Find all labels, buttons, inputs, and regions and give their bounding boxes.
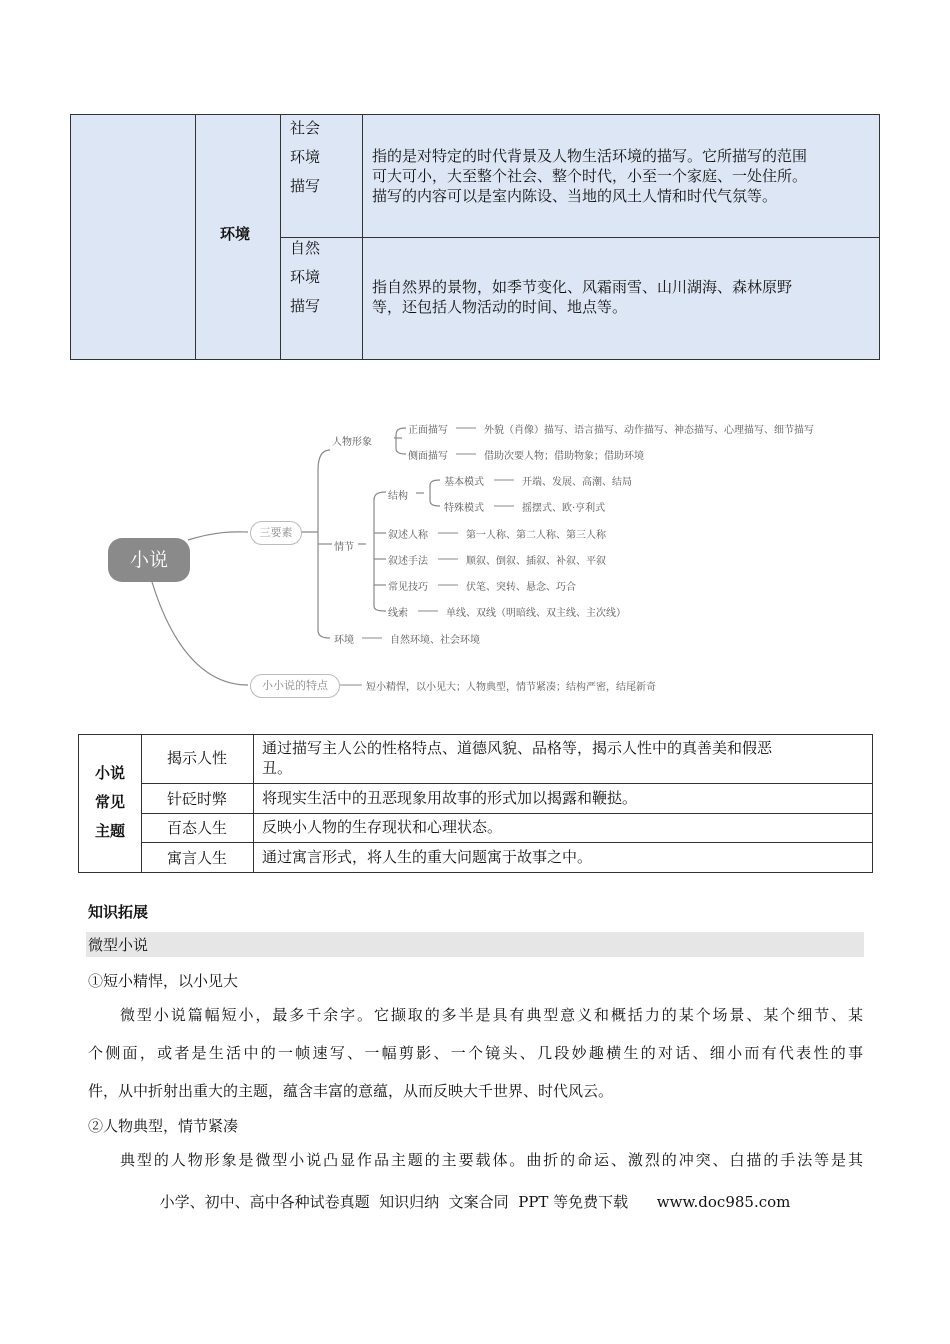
character-node: 人物形象: [332, 437, 372, 448]
theme-value-humanity: 通过描写主人公的性格特点、道德风貌、品格等，揭示人性中的真善美和假恶 丑。: [262, 739, 773, 777]
basic-mode-detail: 开端、发展、高潮、结局: [522, 477, 632, 488]
themes-title: 小说 常见 主题: [94, 764, 125, 840]
special-mode-detail: 摇摆式、欧·亨利式: [522, 503, 606, 514]
structure-node: 结构: [388, 491, 408, 502]
theme-value-criticism: 将现实生活中的丑恶现象用故事的形式加以揭露和鞭挞。: [262, 789, 638, 807]
env-natural-desc: 指自然界的景物，如季节变化、风霜雨雪、山川湖海、森林原野 等，还包括人物活动的时间、地点等。: [372, 278, 793, 316]
front-desc-detail: 外貌（肖像）描写、语言描写、动作描写、神态描写、心理描写、细节描写: [484, 425, 814, 436]
novel-mindmap: [100, 410, 860, 710]
env-social-desc: 指的是对特定的时代背景及人物生活环境的描写。它所描写的范围 可大可小，大至整个社会、整个时代，小至一个家庭、一处住所。 描写的内容可以是室内陈设、当地的风土人情和时代气氛等。: [372, 147, 808, 205]
theme-key-fable: 寓言人生: [166, 849, 227, 867]
subheading-bar: [86, 932, 864, 957]
environment-table: [70, 114, 880, 360]
three-elements-node: 三要素: [250, 521, 302, 545]
techniques-node: 常见技巧: [388, 582, 428, 593]
clue-node: 线索: [388, 608, 408, 619]
environment-detail: 自然环境、社会环境: [390, 635, 480, 646]
features-text: 短小精悍，以小见大；人物典型，情节紧凑；结构严密，结尾新奇: [366, 682, 656, 693]
theme-value-fable: 通过寓言形式，将人生的重大问题寓于故事之中。: [262, 848, 593, 866]
narrative-method-detail: 顺叙、倒叙、插叙、补叙、平叙: [466, 556, 606, 567]
side-desc-detail: 借助次要人物；借助物象；借助环境: [484, 451, 644, 462]
special-mode-node: 特殊模式: [444, 503, 484, 514]
theme-key-criticism: 针砭时弊: [166, 790, 227, 808]
para1-line2: 个侧面，或者是生活中的一帧速写、一幅剪影、一个镜头、几段妙趣横生的对话、细小而有代表性的事: [88, 1044, 863, 1062]
para1-line1: 微型小说篇幅短小，最多千余字。它撷取的多半是具有典型意义和概括力的某个场景、某个细节、某: [120, 1006, 863, 1024]
theme-key-humanity: 揭示人性: [166, 749, 227, 767]
env-social-sub: 社会 环境 描写: [290, 119, 321, 195]
point-two: ②人物典型，情节紧凑: [88, 1117, 239, 1135]
theme-value-life: 反映小人物的生存现状和心理状态。: [262, 818, 503, 836]
plot-node: 情节: [334, 542, 354, 553]
theme-key-life: 百态人生: [166, 819, 227, 837]
mindmap-root: 小说: [108, 538, 190, 582]
narrative-method-node: 叙述手法: [388, 556, 428, 567]
knowledge-subheading: 微型小说: [88, 936, 149, 954]
point-one: ①短小精悍，以小见大: [88, 972, 239, 990]
front-desc-node: 正面描写: [408, 425, 448, 436]
para2-line1: 典型的人物形象是微型小说凸显作品主题的主要载体。曲折的命运、激烈的冲突、白描的手法等是其: [120, 1151, 863, 1169]
clue-detail: 单线、双线（明暗线、双主线、主次线）: [446, 608, 626, 619]
env-category: 环境: [220, 225, 251, 243]
page-footer: 小学、初中、高中各种试卷真题 知识归纳 文案合同 PPT 等免费下载 www.doc985.com: [159, 1193, 791, 1211]
env-natural-sub: 自然 环境 描写: [290, 239, 321, 315]
side-desc-node: 侧面描写: [408, 451, 448, 462]
para1-line3: 件，从中折射出重大的主题，蕴含丰富的意蕴，从而反映大千世界、时代风云。: [88, 1082, 614, 1100]
knowledge-heading: 知识拓展: [88, 903, 149, 921]
features-node: 小小说的特点: [250, 674, 340, 698]
narrative-person-node: 叙述人称: [388, 530, 428, 541]
environment-node: 环境: [334, 635, 354, 646]
techniques-detail: 伏笔、突转、悬念、巧合: [466, 582, 576, 593]
basic-mode-node: 基本模式: [444, 477, 484, 488]
narrative-person-detail: 第一人称、第二人称、第三人称: [466, 530, 606, 541]
themes-table: [78, 734, 873, 873]
